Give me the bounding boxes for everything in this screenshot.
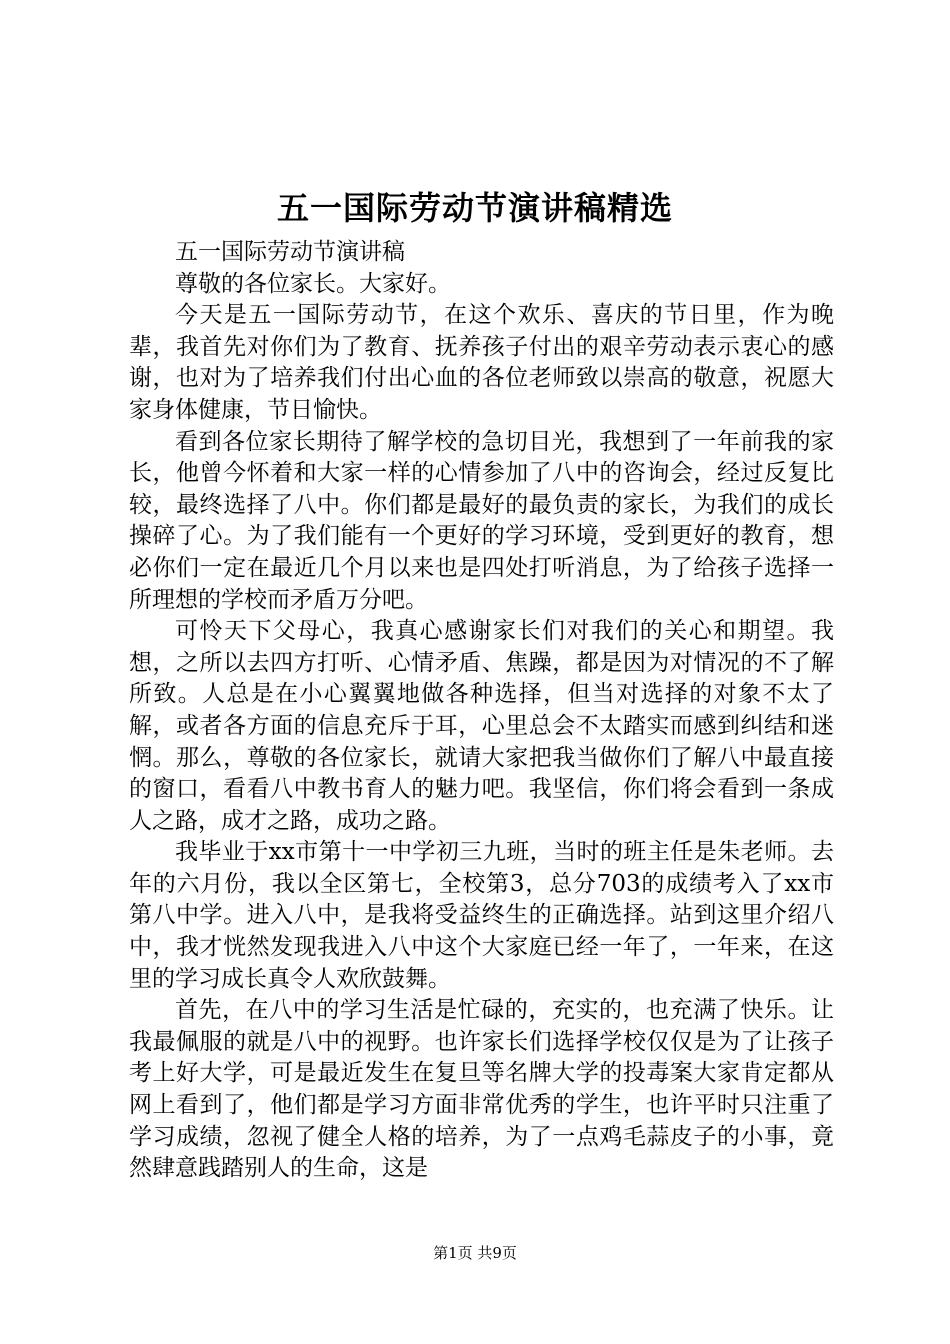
paragraph: 我毕业于xx市第十一中学初三九班，当时的班主任是朱老师。去年的六月份，我以全区第七，全校第3，总分703的成绩考入了xx市第八中学。进入八中，是我将受益终生的正确选择。站到这里介绍八中，我才恍然发现我进入八中这个大家庭已经一年了，一年来，在这里的学习成长真令人欢欣鼓舞。 (129, 839, 834, 992)
paragraph: 首先，在八中的学习生活是忙碌的，充实的，也充满了快乐。让我最佩服的就是八中的视野。也许家长们选择学校仅仅是为了让孩子考上好大学，可是最近发生在复旦等名牌大学的投毒案大家肯定都从网上看到了，他们都是学习方面非常优秀的学生，也许平时只注重了学习成绩，忽视了健全人格的培养，为了一点鸡毛蒜皮子的小事，竟然肆意践踏别人的生命，这是 (129, 997, 834, 1182)
paragraph: 可怜天下父母心，我真心感谢家长们对我们的关心和期望。我想，之所以去四方打听、心情矛盾、焦躁，都是因为对情况的不了解所致。人总是在小心翼翼地做各种选择，但当对选择的对象不太了解，或者各方面的信息充斥于耳，心里总会不太踏实而感到纠结和迷惘。那么，尊敬的各位家长，就请大家把我当做你们了解八中最直接的窗口，看看八中教书育人的魅力吧。我坚信，你们将会看到一条成人之路，成才之路，成功之路。 (129, 618, 834, 834)
paragraph-greeting: 尊敬的各位家长。大家好。 (175, 270, 451, 297)
paragraph: 今天是五一国际劳动节，在这个欢乐、喜庆的节日里，作为晚辈，我首先对你们为了教育、抚养孩子付出的艰辛劳动表示衷心的感谢，也对为了培养我们付出心血的各位老师致以崇高的敬意，祝愿大家身体健康，节日愉快。 (129, 302, 834, 423)
document-body (129, 237, 834, 1185)
paragraph-subtitle: 五一国际劳动节演讲稿 (175, 239, 405, 265)
document-title: 五一国际劳动节演讲稿精选 (276, 189, 673, 227)
page-number-footer: 第1页 共9页 (433, 1244, 517, 1262)
paragraph: 看到各位家长期待了解学校的急切目光，我想到了一年前我的家长，他曾今怀着和大家一样的心情参加了八中的咨询会，经过反复比较，最终选择了八中。你们都是最好的最负责的家长，为我们的成长操碎了心。为了我们能有一个更好的学习环境，受到更好的教育，想必你们一定在最近几个月以来也是四处打听消息，为了给孩子选择一所理想的学校而矛盾万分吧。 (129, 428, 834, 613)
